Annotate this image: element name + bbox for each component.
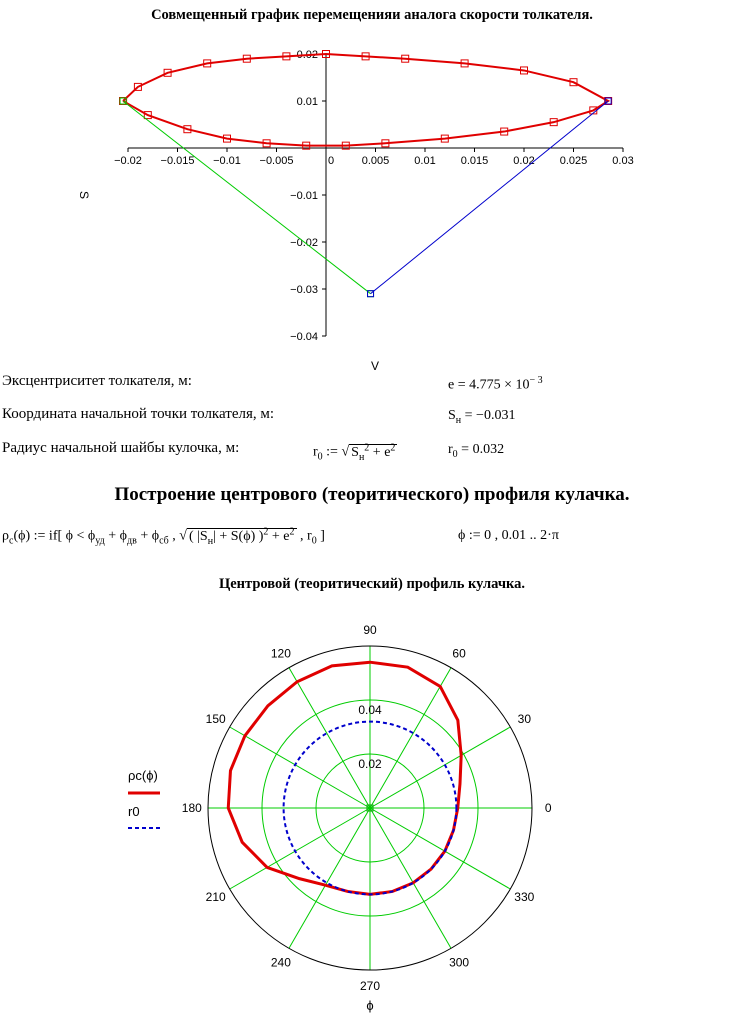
eccentricity-label: Эксцентриситет толкателя, м: [2, 373, 192, 389]
angle-tick-label: 330 [514, 890, 535, 905]
start-point-label: Координата начальной точки толкателя, м: [2, 406, 275, 422]
construction-title: Построение центрового (теоритического) профиля кулачка. [114, 484, 630, 505]
start-point-value: $S_н = -0.031$ [448, 408, 516, 426]
y-axis-label: S [77, 190, 91, 200]
y-tick-label: 0.01 [296, 96, 318, 108]
x-tick-label: 0.005 [361, 155, 390, 167]
angle-tick-label: 210 [205, 890, 226, 905]
grid-spoke [370, 668, 451, 808]
x-tick-label: −0.01 [213, 155, 241, 167]
radial-tick-label: 0.02 [358, 757, 382, 771]
x-tick-label: −0.015 [160, 155, 195, 167]
phi-axis-label: ϕ [366, 998, 374, 1013]
grid-spoke [289, 668, 370, 808]
x-tick-label: 0.015 [460, 155, 489, 167]
y-tick-label: −0.04 [290, 331, 318, 343]
x-tick-label: 0.02 [513, 155, 535, 167]
displacement-velocity-plot [0, 0, 744, 380]
series-line [123, 54, 608, 146]
angle-tick-label: 180 [181, 801, 202, 815]
y-tick-label: −0.01 [290, 190, 318, 202]
y-tick-label: 0.02 [296, 49, 318, 61]
legend-rho: ρc(ϕ) [128, 768, 158, 783]
angle-tick-label: 0 [544, 801, 552, 815]
plot1-title: Совмещенный график перемещенияи аналога скорости толкателя. [151, 7, 593, 23]
grid-spoke [230, 727, 370, 808]
y-tick-label: −0.02 [290, 237, 318, 249]
x-tick-label: 0.01 [414, 155, 436, 167]
x-axis-label: V [370, 359, 380, 373]
angle-tick-label: 270 [359, 979, 381, 994]
grid-spoke [230, 808, 370, 889]
angle-tick-label: 240 [270, 955, 291, 970]
x-tick-label: 0.025 [559, 155, 588, 167]
x-tick-label: −0.02 [114, 155, 142, 167]
x-tick-label: −0.005 [259, 155, 294, 167]
series-line [123, 101, 370, 294]
rho-curve [228, 662, 461, 894]
radial-tick-label: 0.04 [358, 703, 382, 717]
x-tick-label: 0.03 [612, 155, 634, 167]
legend-r0: r0 [128, 804, 140, 819]
phi-range: ϕ := 0 , 0.01 .. 2·π [458, 528, 559, 543]
angle-tick-label: 300 [449, 955, 470, 970]
grid-spoke [370, 808, 451, 948]
radius-formula: $r_0$ := √ $S_н^2 + e^2$ [313, 442, 396, 463]
angle-tick-label: 90 [363, 622, 377, 637]
angle-tick-label: 120 [270, 646, 291, 661]
grid-spoke [370, 808, 510, 889]
eccentricity-value: $e = 4.775 \times 10^{- 3}$ [448, 375, 543, 393]
grid-spoke [370, 727, 510, 808]
y-tick-label: −0.03 [290, 284, 318, 296]
radius-label: Радиус начальной шайбы кулочка, м: [2, 440, 240, 456]
angle-tick-label: 30 [517, 711, 532, 726]
angle-tick-label: 150 [205, 711, 226, 726]
angle-tick-label: 60 [452, 646, 466, 661]
profile-title: Центровой (теоритический) профиль кулачка. [218, 576, 526, 592]
x-tick-label: 0 [327, 155, 335, 167]
polar-profile-plot [0, 600, 744, 1031]
radius-value: $r_0 = 0.032$ [448, 442, 505, 460]
rho-formula: $\rho_c(\phi)$ := if[ $\phi < \phi_{уд} + \phi_{дв} + \phi_{сб}$ , √ ( $|S_н| + S(\phi) )^2 + e^2$ , $r_0$ ] [2, 526, 325, 547]
series-line [371, 101, 609, 294]
